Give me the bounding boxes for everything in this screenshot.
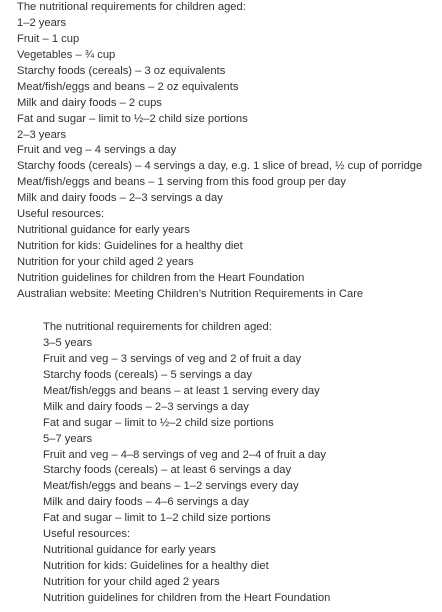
text-line: Starchy foods (cereals) – 5 servings a day <box>43 368 252 381</box>
text-line: Australian website: Meeting Children’s Nutrition Requirements in Care <box>17 287 364 300</box>
text-line: Fruit and veg – 4–8 servings of veg and 2–4 of fruit a day <box>43 448 326 461</box>
text-line: Milk and dairy foods – 2–3 servings a day <box>17 192 223 205</box>
text-line: Meat/fish/eggs and beans – 1–2 servings every day <box>43 480 299 493</box>
text-line: Meat/fish/eggs and beans – 2 oz equivalents <box>17 80 239 93</box>
text-line: Fruit and veg – 4 servings a day <box>17 144 177 157</box>
text-line: Milk and dairy foods – 4–6 servings a day <box>43 496 249 509</box>
text-line: 1–2 years <box>17 16 67 29</box>
text-line: Nutritional guidance for early years <box>43 544 216 557</box>
text-line: Fruit and veg – 3 servings of veg and 2 of fruit a day <box>43 352 302 365</box>
text-line: Fat and sugar – limit to 1–2 child size portions <box>43 512 271 525</box>
text-line: Nutrition for your child aged 2 years <box>17 256 194 268</box>
text-line: Fat and sugar – limit to ½–2 child size portions <box>17 112 248 125</box>
text-line: Meat/fish/eggs and beans – 1 serving from this food group per day <box>17 176 346 189</box>
text-line: 5–7 years <box>43 432 93 445</box>
text-line: Starchy foods (cereals) – 3 oz equivalents <box>17 64 226 77</box>
text-line: 2–3 years <box>17 128 67 141</box>
text-line: Nutrition for your child aged 2 years <box>43 576 220 588</box>
text-line: Nutritional guidance for early years <box>17 224 190 237</box>
text-line: Nutrition for kids: Guidelines for a healthy diet <box>43 560 269 573</box>
text-line: The nutritional requirements for children aged: <box>43 321 272 333</box>
text-line: Meat/fish/eggs and beans – at least 1 serving every day <box>43 384 320 397</box>
text-line: Nutrition for kids: Guidelines for a healthy diet <box>17 240 243 253</box>
text-line: Milk and dairy foods – 2–3 servings a day <box>43 400 249 413</box>
text-line: Starchy foods (cereals) – 4 servings a day, e.g. 1 slice of bread, ½ cup of porridge <box>17 160 423 173</box>
text-line: Nutrition guidelines for children from the Heart Foundation <box>17 271 305 284</box>
text-line: Nutrition guidelines for children from the Heart Foundation <box>43 591 331 604</box>
text-line: 3–5 years <box>43 336 93 349</box>
text-line: The nutritional requirements for children aged: <box>17 1 246 13</box>
text-line: Useful resources: <box>17 208 105 221</box>
text-block-ages-3-7 <box>43 320 330 607</box>
text-line: Fat and sugar – limit to ½–2 child size portions <box>43 416 274 429</box>
text-line: Useful resources: <box>43 528 131 541</box>
text-block-ages-1-3 <box>17 0 422 303</box>
text-line: Starchy foods (cereals) – at least 6 servings a day <box>43 464 292 477</box>
text-line: Milk and dairy foods – 2 cups <box>17 96 162 109</box>
text-line: Vegetables – ¾ cup <box>17 48 116 61</box>
text-line: Fruit – 1 cup <box>17 32 80 45</box>
